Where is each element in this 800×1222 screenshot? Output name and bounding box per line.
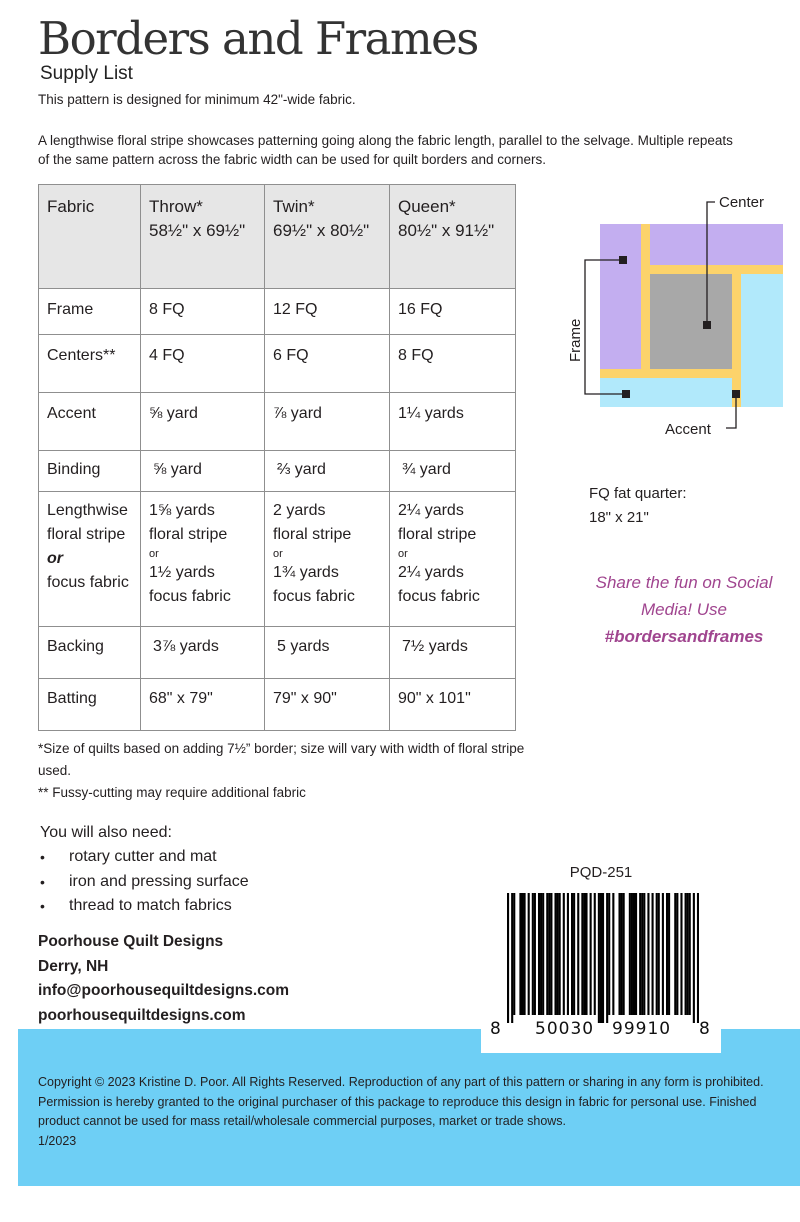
accent-strip-horizontal-bottom	[600, 369, 741, 378]
cell-line: 1½ yards	[149, 564, 215, 581]
table-cell: 12 FQ	[265, 289, 390, 335]
cell-line: focus fabric	[47, 574, 129, 591]
social-media-callout	[568, 569, 800, 650]
list-item: • rotary cutter and mat	[40, 845, 249, 870]
copyright-text: Copyright © 2023 Kristine D. Poor. All Rights Reserved. Reproduction of any part of this pattern or sharing in any form is prohibited. Permission is hereby granted to the original purchaser of this package to reproduce this design in fabric for personal use. Finished product cannot be used for mass retail/wholesale commercial purposes, market or trade shows.	[38, 1075, 764, 1128]
fabric-width-note: This pattern is designed for minimum 42"-wide fabric.	[38, 92, 356, 107]
sku-label: PQD-251	[569, 864, 633, 881]
table-cell	[141, 492, 265, 627]
column-header-fabric	[39, 185, 141, 289]
table-cell: 90" x 101"	[390, 679, 516, 731]
table-cell: ⅝ yard	[141, 451, 265, 492]
block-diagram	[555, 188, 800, 448]
column-header-twin	[265, 185, 390, 289]
social-hashtag: #bordersandframes	[604, 627, 764, 646]
fat-quarter-note	[589, 482, 687, 530]
barcode-digits-left: 50030	[535, 1019, 595, 1039]
cell-line-or: or	[47, 550, 63, 567]
frame-marker-bottom-icon	[622, 390, 630, 398]
barcode-icon	[507, 893, 699, 1023]
accent-strip-vertical-left	[641, 224, 650, 378]
table-cell: 8 FQ	[390, 335, 516, 393]
table-row-batting	[39, 679, 516, 731]
fussy-cutting-footnote: ** Fussy-cutting may require additional fabric	[38, 785, 306, 800]
page-title: Borders and Frames	[38, 12, 478, 65]
accent-marker-icon	[732, 390, 740, 398]
also-need-list	[40, 845, 249, 919]
barcode-digit-last: 8	[699, 1019, 710, 1039]
cell-line: 2¼ yards	[398, 564, 464, 581]
column-size: 80½" x 91½"	[398, 221, 495, 240]
table-row-frame	[39, 289, 516, 335]
column-header-throw	[141, 185, 265, 289]
table-cell: ¾ yard	[390, 451, 516, 492]
table-cell: ⅞ yard	[265, 393, 390, 451]
barcode-digits-right: 99910	[612, 1019, 672, 1039]
table-row-binding	[39, 451, 516, 492]
table-cell: 1¼ yards	[390, 393, 516, 451]
table-cell: 4 FQ	[141, 335, 265, 393]
barcode-digit-first: 8	[490, 1019, 501, 1039]
table-cell: 6 FQ	[265, 335, 390, 393]
accent-label: Accent	[665, 421, 711, 438]
social-line-1: Share the fun on Social	[595, 573, 773, 592]
frame-blue-fabric-bottom	[600, 377, 741, 407]
accent-strip-horizontal-top	[641, 265, 783, 274]
frame-label: Frame	[567, 318, 584, 362]
table-cell: 5 yards	[265, 627, 390, 679]
table-cell: ⅔ yard	[265, 451, 390, 492]
page-subtitle: Supply List	[40, 63, 133, 84]
supply-table	[38, 184, 516, 731]
also-need-title: You will also need:	[40, 824, 172, 841]
cell-line-or: or	[273, 548, 283, 560]
table-cell	[39, 492, 141, 627]
table-cell: Backing	[39, 627, 141, 679]
column-size: 69½" x 80½"	[273, 221, 370, 240]
company-email: info@poorhousequiltdesigns.com	[38, 982, 290, 999]
fq-definition: FQ fat quarter:	[589, 485, 687, 502]
table-row-accent	[39, 393, 516, 451]
table-cell: Centers**	[39, 335, 141, 393]
list-item: • thread to match fabrics	[40, 894, 249, 919]
table-row-lengthwise	[39, 492, 516, 627]
table-row-backing	[39, 627, 516, 679]
table-cell: Binding	[39, 451, 141, 492]
cell-line-or: or	[398, 548, 408, 560]
column-header-queen	[390, 185, 516, 289]
floral-stripe-description: A lengthwise floral stripe showcases patterning going along the fabric length, parallel to the selvage. Multiple repeats of the same pattern across the fabric width can be used for quilt borders and corners.	[38, 133, 733, 167]
cell-line: floral stripe	[149, 526, 228, 543]
table-cell	[265, 492, 390, 627]
column-label: Twin*	[273, 197, 315, 216]
cell-line: focus fabric	[273, 588, 355, 605]
table-cell: 16 FQ	[390, 289, 516, 335]
accent-strip-vertical-right	[732, 274, 741, 407]
column-label: Fabric	[47, 197, 95, 216]
column-label: Throw*	[149, 197, 203, 216]
table-header-row	[39, 185, 516, 289]
cell-line: focus fabric	[398, 588, 480, 605]
company-name: Poorhouse Quilt Designs	[38, 933, 224, 950]
copyright-notice	[38, 1073, 768, 1151]
table-cell: 8 FQ	[141, 289, 265, 335]
table-row-centers	[39, 335, 516, 393]
table-cell: ⅝ yard	[141, 393, 265, 451]
frame-blue-fabric-right	[741, 274, 783, 407]
center-fabric	[650, 274, 732, 369]
cell-line: 2¼ yards	[398, 502, 464, 519]
cell-line: focus fabric	[149, 588, 231, 605]
cell-line: floral stripe	[398, 526, 477, 543]
size-footnote: *Size of quilts based on adding 7½” border; size will vary with width of floral stripe used.	[38, 741, 525, 778]
cell-line: floral stripe	[47, 526, 126, 543]
column-size: 58½" x 69½"	[149, 221, 246, 240]
table-cell: Batting	[39, 679, 141, 731]
cell-line: 2 yards	[273, 502, 326, 519]
column-label: Queen*	[398, 197, 456, 216]
table-cell: Accent	[39, 393, 141, 451]
social-line-2: Media! Use	[641, 600, 727, 619]
table-cell: 3⅞ yards	[141, 627, 265, 679]
cell-line: 1¾ yards	[273, 564, 339, 581]
table-cell: 68" x 79"	[141, 679, 265, 731]
table-cell: 7½ yards	[390, 627, 516, 679]
table-cell	[390, 492, 516, 627]
center-label: Center	[719, 194, 765, 211]
copyright-date: 1/2023	[38, 1133, 77, 1148]
cell-line: 1⅝ yards	[149, 502, 215, 519]
company-website: poorhousequiltdesigns.com	[38, 1006, 246, 1024]
cell-line-or: or	[149, 548, 159, 560]
list-item: • iron and pressing surface	[40, 870, 249, 895]
company-info	[38, 930, 289, 1028]
cell-line: floral stripe	[273, 526, 352, 543]
company-location: Derry, NH	[38, 957, 109, 975]
table-cell: 79" x 90"	[265, 679, 390, 731]
table-cell: Frame	[39, 289, 141, 335]
footnotes	[38, 738, 558, 804]
cell-line: Lengthwise	[47, 502, 128, 519]
fq-dimensions: 18" x 21"	[589, 509, 649, 526]
frame-marker-top-icon	[619, 256, 627, 264]
center-marker-icon	[703, 321, 711, 329]
